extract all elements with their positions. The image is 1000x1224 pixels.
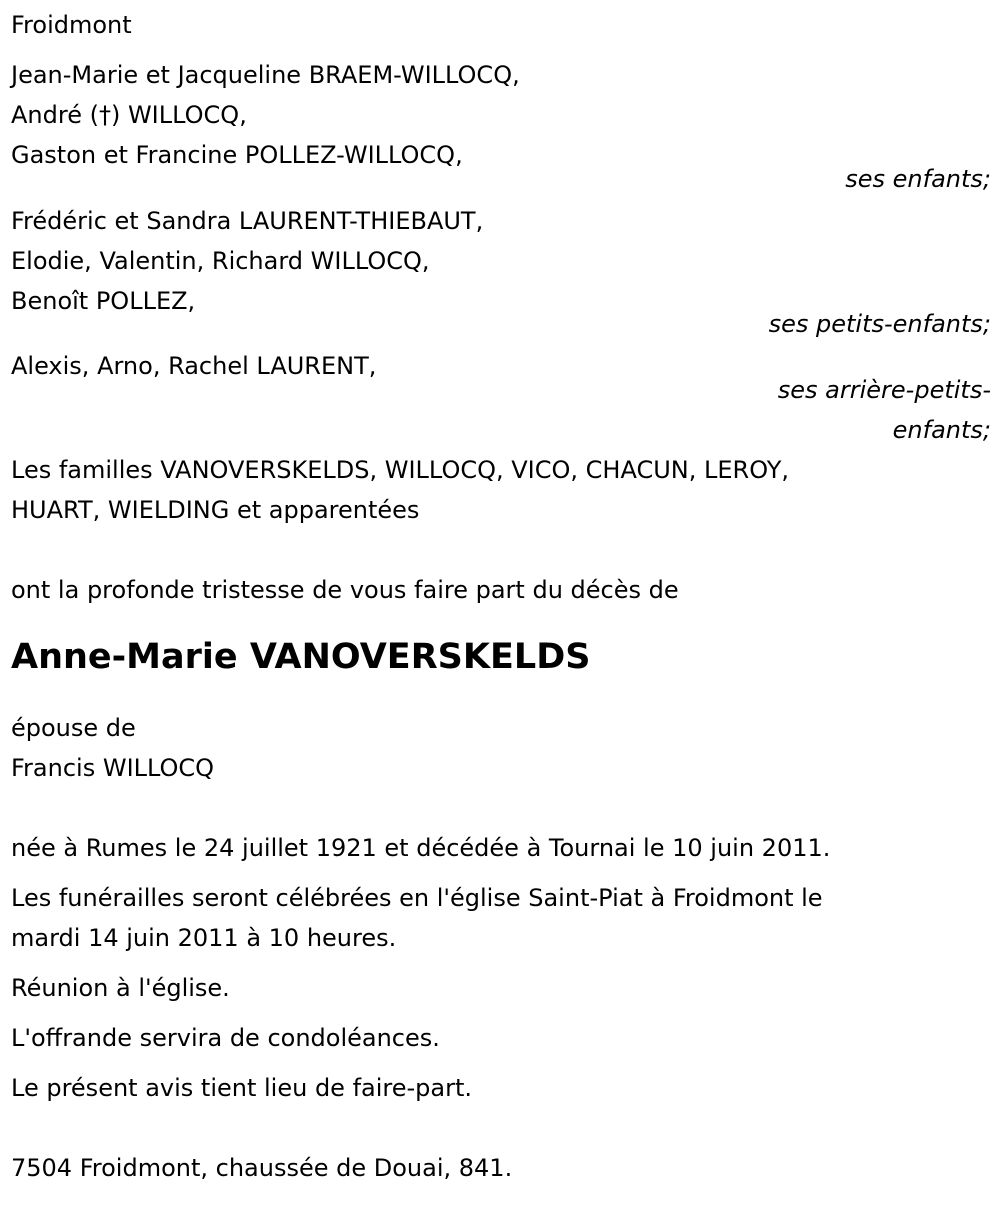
great-grandchildren-line: Alexis, Arno, Rachel LAURENT, <box>11 352 377 380</box>
notice-text: Le présent avis tient lieu de faire-part. <box>11 1074 473 1102</box>
spouse-label: épouse de <box>11 714 136 742</box>
children-relation: ses enfants; <box>845 165 991 193</box>
funeral-line: Les funérailles seront célébrées en l'église Saint-Piat à Froidmont le <box>11 884 823 912</box>
spouse-section <box>11 708 991 788</box>
families-section <box>11 450 991 530</box>
grandchildren-section <box>11 201 991 344</box>
children-line: André (†) WILLOCQ, <box>11 101 247 129</box>
announcement-text: ont la profonde tristesse de vous faire part du décès de <box>11 576 679 604</box>
birth-death-text: née à Rumes le 24 juillet 1921 et décédée à Tournai le 10 juin 2011. <box>11 834 831 862</box>
obituary-notice <box>11 5 991 1188</box>
location-header: Froidmont <box>11 11 132 39</box>
meeting-text: Réunion à l'église. <box>11 974 230 1002</box>
children-line: Gaston et Francine POLLEZ-WILLOCQ, <box>11 141 463 169</box>
grandchildren-line: Benoît POLLEZ, <box>11 287 196 315</box>
families-line: Les familles VANOVERSKELDS, WILLOCQ, VICO, CHACUN, LEROY, <box>11 456 790 484</box>
grandchildren-line: Frédéric et Sandra LAURENT-THIEBAUT, <box>11 207 484 235</box>
children-line: Jean-Marie et Jacqueline BRAEM-WILLOCQ, <box>11 61 520 89</box>
great-grandchildren-section <box>11 346 991 450</box>
grandchildren-relation: ses petits-enfants; <box>768 310 991 338</box>
address-text: 7504 Froidmont, chaussée de Douai, 841. <box>11 1154 513 1182</box>
families-line: HUART, WIELDING et apparentées <box>11 496 420 524</box>
offering-text: L'offrande servira de condoléances. <box>11 1024 440 1052</box>
grandchildren-line: Elodie, Valentin, Richard WILLOCQ, <box>11 247 430 275</box>
great-grandchildren-relation-1: ses arrière-petits- <box>777 376 991 404</box>
spouse-name: Francis WILLOCQ <box>11 754 215 782</box>
children-section <box>11 55 991 199</box>
deceased-name: Anne-Marie VANOVERSKELDS <box>11 637 591 677</box>
funeral-section <box>11 878 991 958</box>
funeral-line: mardi 14 juin 2011 à 10 heures. <box>11 924 397 952</box>
great-grandchildren-relation-2: enfants; <box>892 416 991 444</box>
